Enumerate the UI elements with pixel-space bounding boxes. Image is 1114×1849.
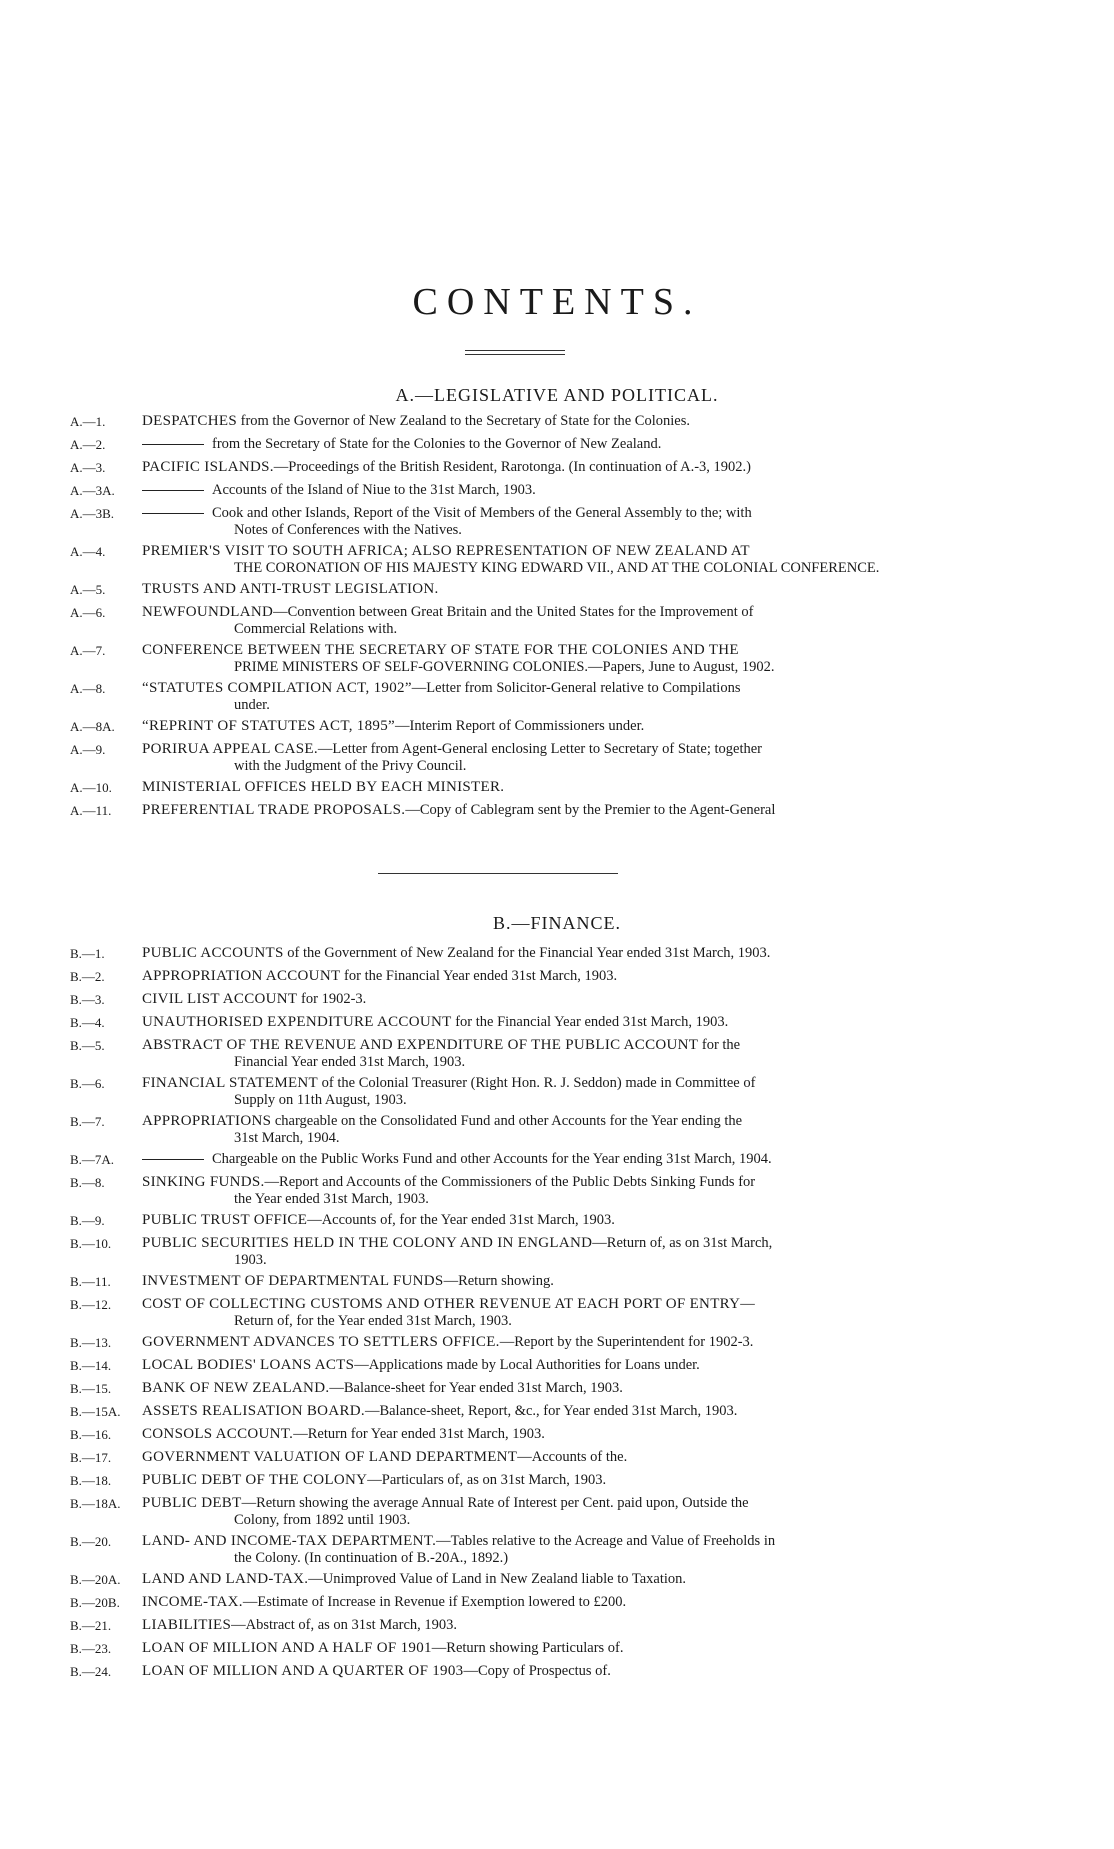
entry-number: B.—15. (70, 1381, 112, 1396)
entry-heading: CIVIL LIST ACCOUNT (142, 991, 298, 1007)
entry-heading: CONFERENCE BETWEEN THE SECRETARY OF STATE FOR THE COLONIES AND THE (142, 642, 739, 658)
entry-number: B.—7A. (70, 1152, 115, 1167)
entry-number: B.—4. (70, 1015, 105, 1030)
entry-text: —Return for Year ended 31st March, 1903. (293, 1426, 545, 1442)
entry-text: —Estimate of Increase in Revenue if Exemption lowered to £200. (242, 1594, 627, 1610)
contents-entry (70, 741, 925, 775)
contents-entry (70, 1640, 925, 1657)
entry-number: B.—24. (70, 1664, 112, 1679)
entry-number: B.—9. (70, 1213, 105, 1228)
entry-continuation: THE CORONATION OF HIS MAJESTY KING EDWARD VII., AND AT THE COLONIAL CONFERENCE. (234, 560, 880, 576)
entry-heading: UNAUTHORISED EXPENDITURE ACCOUNT (142, 1014, 452, 1030)
entry-body (142, 604, 925, 638)
entry-heading: INVESTMENT OF DEPARTMENTAL FUNDS (142, 1273, 444, 1289)
entry-continuation: Supply on 11th August, 1903. (234, 1092, 407, 1108)
entry-heading: SINKING FUNDS. (142, 1174, 265, 1190)
entry-number: B.—13. (70, 1335, 112, 1350)
entry-number: B.—10. (70, 1236, 112, 1251)
entry-heading: BANK OF NEW ZEALAND. (142, 1380, 330, 1396)
entry-text: —Letter from Solicitor-General relative to Compilations (411, 680, 741, 696)
entry-text: — (740, 1296, 755, 1312)
entry-number: B.—15A. (70, 1404, 121, 1419)
entry-text: —Report by the Superintendent for 1902-3. (499, 1334, 754, 1350)
contents-entry (70, 1663, 925, 1680)
contents-entry (70, 945, 925, 962)
entry-continuation: Notes of Conferences with the Natives. (234, 522, 462, 538)
section-b-entries (70, 945, 925, 1686)
contents-entry (70, 1113, 925, 1147)
contents-entry (70, 680, 925, 714)
contents-entry (70, 1235, 925, 1269)
contents-entry (70, 642, 925, 676)
entry-text: Cook and other Islands, Report of the Visit of Members of the General Assembly to the; with (212, 505, 752, 521)
entry-heading: PREMIER'S VISIT TO SOUTH AFRICA; ALSO REPRESENTATION OF NEW ZEALAND AT (142, 543, 750, 559)
entry-body (142, 1357, 925, 1374)
entry-body (142, 1212, 925, 1229)
entry-body (142, 482, 925, 499)
entry-continuation: 1903. (234, 1252, 267, 1268)
entry-number: A.—11. (70, 803, 112, 818)
entry-number: B.—3. (70, 992, 105, 1007)
entry-number: B.—6. (70, 1076, 105, 1091)
contents-entry (70, 1357, 925, 1374)
entry-body (142, 1075, 925, 1109)
entry-body (142, 1533, 925, 1567)
contents-entry (70, 604, 925, 638)
entry-text: —Applications made by Local Authorities for Loans under. (354, 1357, 700, 1373)
entry-number: B.—12. (70, 1297, 112, 1312)
entry-continuation: Colony, from 1892 until 1903. (234, 1512, 411, 1528)
entry-number: B.—20A. (70, 1572, 121, 1587)
entry-continuation: the Colony. (In continuation of B.-20A., 1892.) (234, 1550, 509, 1566)
entry-text: from the Governor of New Zealand to the Secretary of State for the Colonies. (236, 413, 690, 429)
entry-number: A.—6. (70, 605, 106, 620)
entry-text: from the Secretary of State for the Colonies to the Governor of New Zealand. (212, 436, 662, 452)
entry-number: B.—11. (70, 1274, 111, 1289)
contents-entry (70, 1426, 925, 1443)
entry-heading: DESPATCHES (142, 413, 237, 429)
entry-heading: LAND- AND INCOME-TAX DEPARTMENT. (142, 1533, 437, 1549)
entry-heading: NEWFOUNDLAND (142, 604, 274, 620)
contents-entry (70, 581, 925, 598)
entry-body (142, 718, 925, 735)
entry-continuation: Commercial Relations with. (234, 621, 398, 637)
entry-body (142, 1235, 925, 1269)
entry-body (142, 1571, 925, 1588)
entry-heading: GOVERNMENT ADVANCES TO SETTLERS OFFICE. (142, 1334, 500, 1350)
entry-text: of the Government of New Zealand for the Financial Year ended 31st March, 1903. (283, 945, 771, 961)
entry-body (142, 1334, 925, 1351)
contents-entry (70, 718, 925, 735)
entry-text: —Copy of Prospectus of. (463, 1663, 611, 1679)
entry-text: —Letter from Agent-General enclosing Letter to Secretary of State; together (317, 741, 762, 757)
entry-text: —Convention between Great Britain and the United States for the Improvement of (273, 604, 754, 620)
title-rule (465, 350, 565, 355)
entry-number: B.—20B. (70, 1595, 120, 1610)
entry-number: A.—3A. (70, 483, 115, 498)
entry-text: —Balance-sheet for Year ended 31st March, 1903. (329, 1380, 623, 1396)
entry-continuation: PRIME MINISTERS OF SELF-GOVERNING COLONIES.—Papers, June to August, 1902. (234, 659, 775, 675)
entry-heading: APPROPRIATION ACCOUNT (142, 968, 341, 984)
ditto-dash (142, 513, 204, 514)
contents-entry (70, 413, 925, 430)
entry-body (142, 505, 925, 539)
entry-body (142, 642, 925, 676)
section-a-entries (70, 413, 925, 825)
contents-entry (70, 505, 925, 539)
entry-body (142, 1449, 925, 1466)
entry-text: —Interim Report of Commissioners under. (394, 718, 645, 734)
entry-body (142, 1273, 925, 1290)
contents-entry (70, 1380, 925, 1397)
entry-heading: CONSOLS ACCOUNT. (142, 1426, 294, 1442)
contents-entry (70, 968, 925, 985)
entry-body (142, 581, 925, 598)
entry-text: Accounts of the Island of Niue to the 31st March, 1903. (212, 482, 536, 498)
contents-entry (70, 1617, 925, 1634)
entry-number: A.—1. (70, 414, 106, 429)
entry-body (142, 1426, 925, 1443)
entry-number: B.—2. (70, 969, 105, 984)
entry-heading: PUBLIC DEBT OF THE COLONY (142, 1472, 368, 1488)
entry-text: chargeable on the Consolidated Fund and other Accounts for the Year ending the (271, 1113, 743, 1129)
entry-body (142, 1151, 925, 1168)
contents-entry (70, 1296, 925, 1330)
entry-number: B.—1. (70, 946, 105, 961)
entry-body (142, 968, 925, 985)
section-heading-b: B.—FINANCE. (492, 913, 621, 933)
entry-body (142, 1113, 925, 1147)
entry-continuation: 31st March, 1904. (234, 1130, 340, 1146)
entry-number: A.—4. (70, 544, 106, 559)
contents-entry (70, 1212, 925, 1229)
entry-body (142, 741, 925, 775)
entry-heading: PUBLIC ACCOUNTS (142, 945, 284, 961)
entry-heading: GOVERNMENT VALUATION OF LAND DEPARTMENT (142, 1449, 518, 1465)
entry-heading: ABSTRACT OF THE REVENUE AND EXPENDITURE OF THE PUBLIC ACCOUNT (142, 1037, 699, 1053)
entry-heading: LOCAL BODIES' LOANS ACTS (142, 1357, 355, 1373)
entry-heading: ASSETS REALISATION BOARD. (142, 1403, 365, 1419)
entry-continuation: with the Judgment of the Privy Council. (234, 758, 467, 774)
contents-entry (70, 1571, 925, 1588)
contents-entry (70, 1533, 925, 1567)
page-title: CONTENTS. (412, 281, 702, 323)
entry-body (142, 543, 925, 577)
entry-body (142, 779, 925, 796)
contents-entry (70, 1449, 925, 1466)
entry-body (142, 1380, 925, 1397)
entry-number: A.—5. (70, 582, 106, 597)
entry-number: B.—16. (70, 1427, 112, 1442)
entry-body (142, 436, 925, 453)
entry-body (142, 1403, 925, 1420)
entry-text: for 1902-3. (297, 991, 367, 1007)
contents-entry (70, 1037, 925, 1071)
entry-body (142, 1014, 925, 1031)
entry-text: —Tables relative to the Acreage and Value of Freeholds in (436, 1533, 776, 1549)
contents-entry (70, 436, 925, 453)
entry-body (142, 1617, 925, 1634)
entry-body (142, 1640, 925, 1657)
entry-text: for the Financial Year ended 31st March, 1903. (451, 1014, 729, 1030)
contents-entry (70, 1495, 925, 1529)
entry-number: B.—8. (70, 1175, 105, 1190)
ditto-dash (142, 490, 204, 491)
entry-number: A.—3. (70, 460, 106, 475)
contents-entry (70, 991, 925, 1008)
entry-continuation: Financial Year ended 31st March, 1903. (234, 1054, 466, 1070)
entry-heading: PUBLIC DEBT (142, 1495, 242, 1511)
entry-text: for the (698, 1037, 741, 1053)
entry-body (142, 1472, 925, 1489)
entry-number: B.—20. (70, 1534, 112, 1549)
contents-entry (70, 1594, 925, 1611)
section-heading-a: A.—LEGISLATIVE AND POLITICAL. (395, 385, 719, 405)
entry-number: A.—8. (70, 681, 106, 696)
entry-body (142, 1296, 925, 1330)
contents-entry (70, 1273, 925, 1290)
entry-number: A.—8A. (70, 719, 115, 734)
entry-text: —Return showing Particulars of. (431, 1640, 624, 1656)
entry-heading: LOAN OF MILLION AND A QUARTER OF 1903 (142, 1663, 464, 1679)
entry-text: —Accounts of, for the Year ended 31st March, 1903. (307, 1212, 615, 1228)
entry-text: —Balance-sheet, Report, &c., for Year ended 31st March, 1903. (364, 1403, 738, 1419)
entry-text: —Proceedings of the British Resident, Rarotonga. (In continuation of A.-3, 1902.) (273, 459, 751, 475)
entry-body (142, 1594, 925, 1611)
entry-text: —Return of, as on 31st March, (592, 1235, 773, 1251)
entry-text: —Return showing. (443, 1273, 554, 1289)
entry-heading: FINANCIAL STATEMENT (142, 1075, 319, 1091)
entry-body (142, 1174, 925, 1208)
entry-body (142, 991, 925, 1008)
entry-heading: PORIRUA APPEAL CASE. (142, 741, 318, 757)
entry-text: —Abstract of, as on 31st March, 1903. (231, 1617, 458, 1633)
entry-text: for the Financial Year ended 31st March, 1903. (340, 968, 618, 984)
entry-number: B.—21. (70, 1618, 112, 1633)
entry-continuation: Return of, for the Year ended 31st March, 1903. (234, 1313, 512, 1329)
entry-heading: LOAN OF MILLION AND A HALF OF 1901 (142, 1640, 432, 1656)
contents-entry (70, 1334, 925, 1351)
entry-number: A.—10. (70, 780, 112, 795)
entry-heading: PREFERENTIAL TRADE PROPOSALS. (142, 802, 406, 818)
entry-text: —Report and Accounts of the Commissioners of the Public Debts Sinking Funds for (264, 1174, 756, 1190)
contents-entry (70, 1403, 925, 1420)
entry-body (142, 945, 925, 962)
entry-number: B.—7. (70, 1114, 105, 1129)
contents-entry (70, 482, 925, 499)
contents-entry (70, 1151, 925, 1168)
ditto-dash (142, 444, 204, 445)
entry-continuation: the Year ended 31st March, 1903. (234, 1191, 429, 1207)
entry-body (142, 413, 925, 430)
entry-heading: MINISTERIAL OFFICES HELD BY EACH MINISTER. (142, 779, 505, 795)
entry-number: B.—17. (70, 1450, 112, 1465)
entry-number: A.—3B. (70, 506, 115, 521)
entry-text: —Particulars of, as on 31st March, 1903. (367, 1472, 607, 1488)
entry-heading: TRUSTS AND ANTI-TRUST LEGISLATION. (142, 581, 439, 597)
contents-entry (70, 1472, 925, 1489)
entry-heading: INCOME-TAX. (142, 1594, 243, 1610)
entry-body (142, 459, 925, 476)
entry-number: A.—7. (70, 643, 106, 658)
entry-heading: PUBLIC SECURITIES HELD IN THE COLONY AND IN ENGLAND (142, 1235, 593, 1251)
entry-text: —Copy of Cablegram sent by the Premier to the Agent-General (405, 802, 776, 818)
entry-body (142, 1663, 925, 1680)
entry-heading: COST OF COLLECTING CUSTOMS AND OTHER REVENUE AT EACH PORT OF ENTRY (142, 1296, 741, 1312)
contents-entry (70, 1014, 925, 1031)
entry-number: B.—14. (70, 1358, 112, 1373)
entry-heading: LAND AND LAND-TAX. (142, 1571, 309, 1587)
contents-entry (70, 459, 925, 476)
entry-heading: PUBLIC TRUST OFFICE (142, 1212, 308, 1228)
entry-heading: “STATUTES COMPILATION ACT, 1902” (142, 680, 412, 696)
contents-entry (70, 543, 925, 577)
contents-entry (70, 1075, 925, 1109)
entry-heading: “REPRINT OF STATUTES ACT, 1895” (142, 718, 395, 734)
entry-text: —Unimproved Value of Land in New Zealand liable to Taxation. (308, 1571, 687, 1587)
contents-entry (70, 1174, 925, 1208)
entry-continuation: under. (234, 697, 270, 713)
entry-number: B.—18A. (70, 1496, 121, 1511)
entry-heading: APPROPRIATIONS (142, 1113, 272, 1129)
entry-heading: PACIFIC ISLANDS. (142, 459, 274, 475)
entry-number: B.—5. (70, 1038, 105, 1053)
entry-text: —Return showing the average Annual Rate of Interest per Cent. paid upon, Outside the (241, 1495, 749, 1511)
entry-text: Chargeable on the Public Works Fund and other Accounts for the Year ending 31st March, 1904. (212, 1151, 772, 1167)
entry-body (142, 1495, 925, 1529)
entry-heading: LIABILITIES (142, 1617, 232, 1633)
entry-number: A.—9. (70, 742, 106, 757)
entry-body (142, 802, 925, 819)
entry-number: A.—2. (70, 437, 106, 452)
entry-body (142, 680, 925, 714)
entry-number: B.—18. (70, 1473, 112, 1488)
section-divider (378, 873, 618, 874)
contents-entry (70, 779, 925, 796)
entry-number: B.—23. (70, 1641, 112, 1656)
entry-body (142, 1037, 925, 1071)
ditto-dash (142, 1159, 204, 1160)
contents-entry (70, 802, 925, 819)
entry-text: —Accounts of the. (517, 1449, 628, 1465)
entry-text: of the Colonial Treasurer (Right Hon. R. J. Seddon) made in Committee of (318, 1075, 756, 1091)
